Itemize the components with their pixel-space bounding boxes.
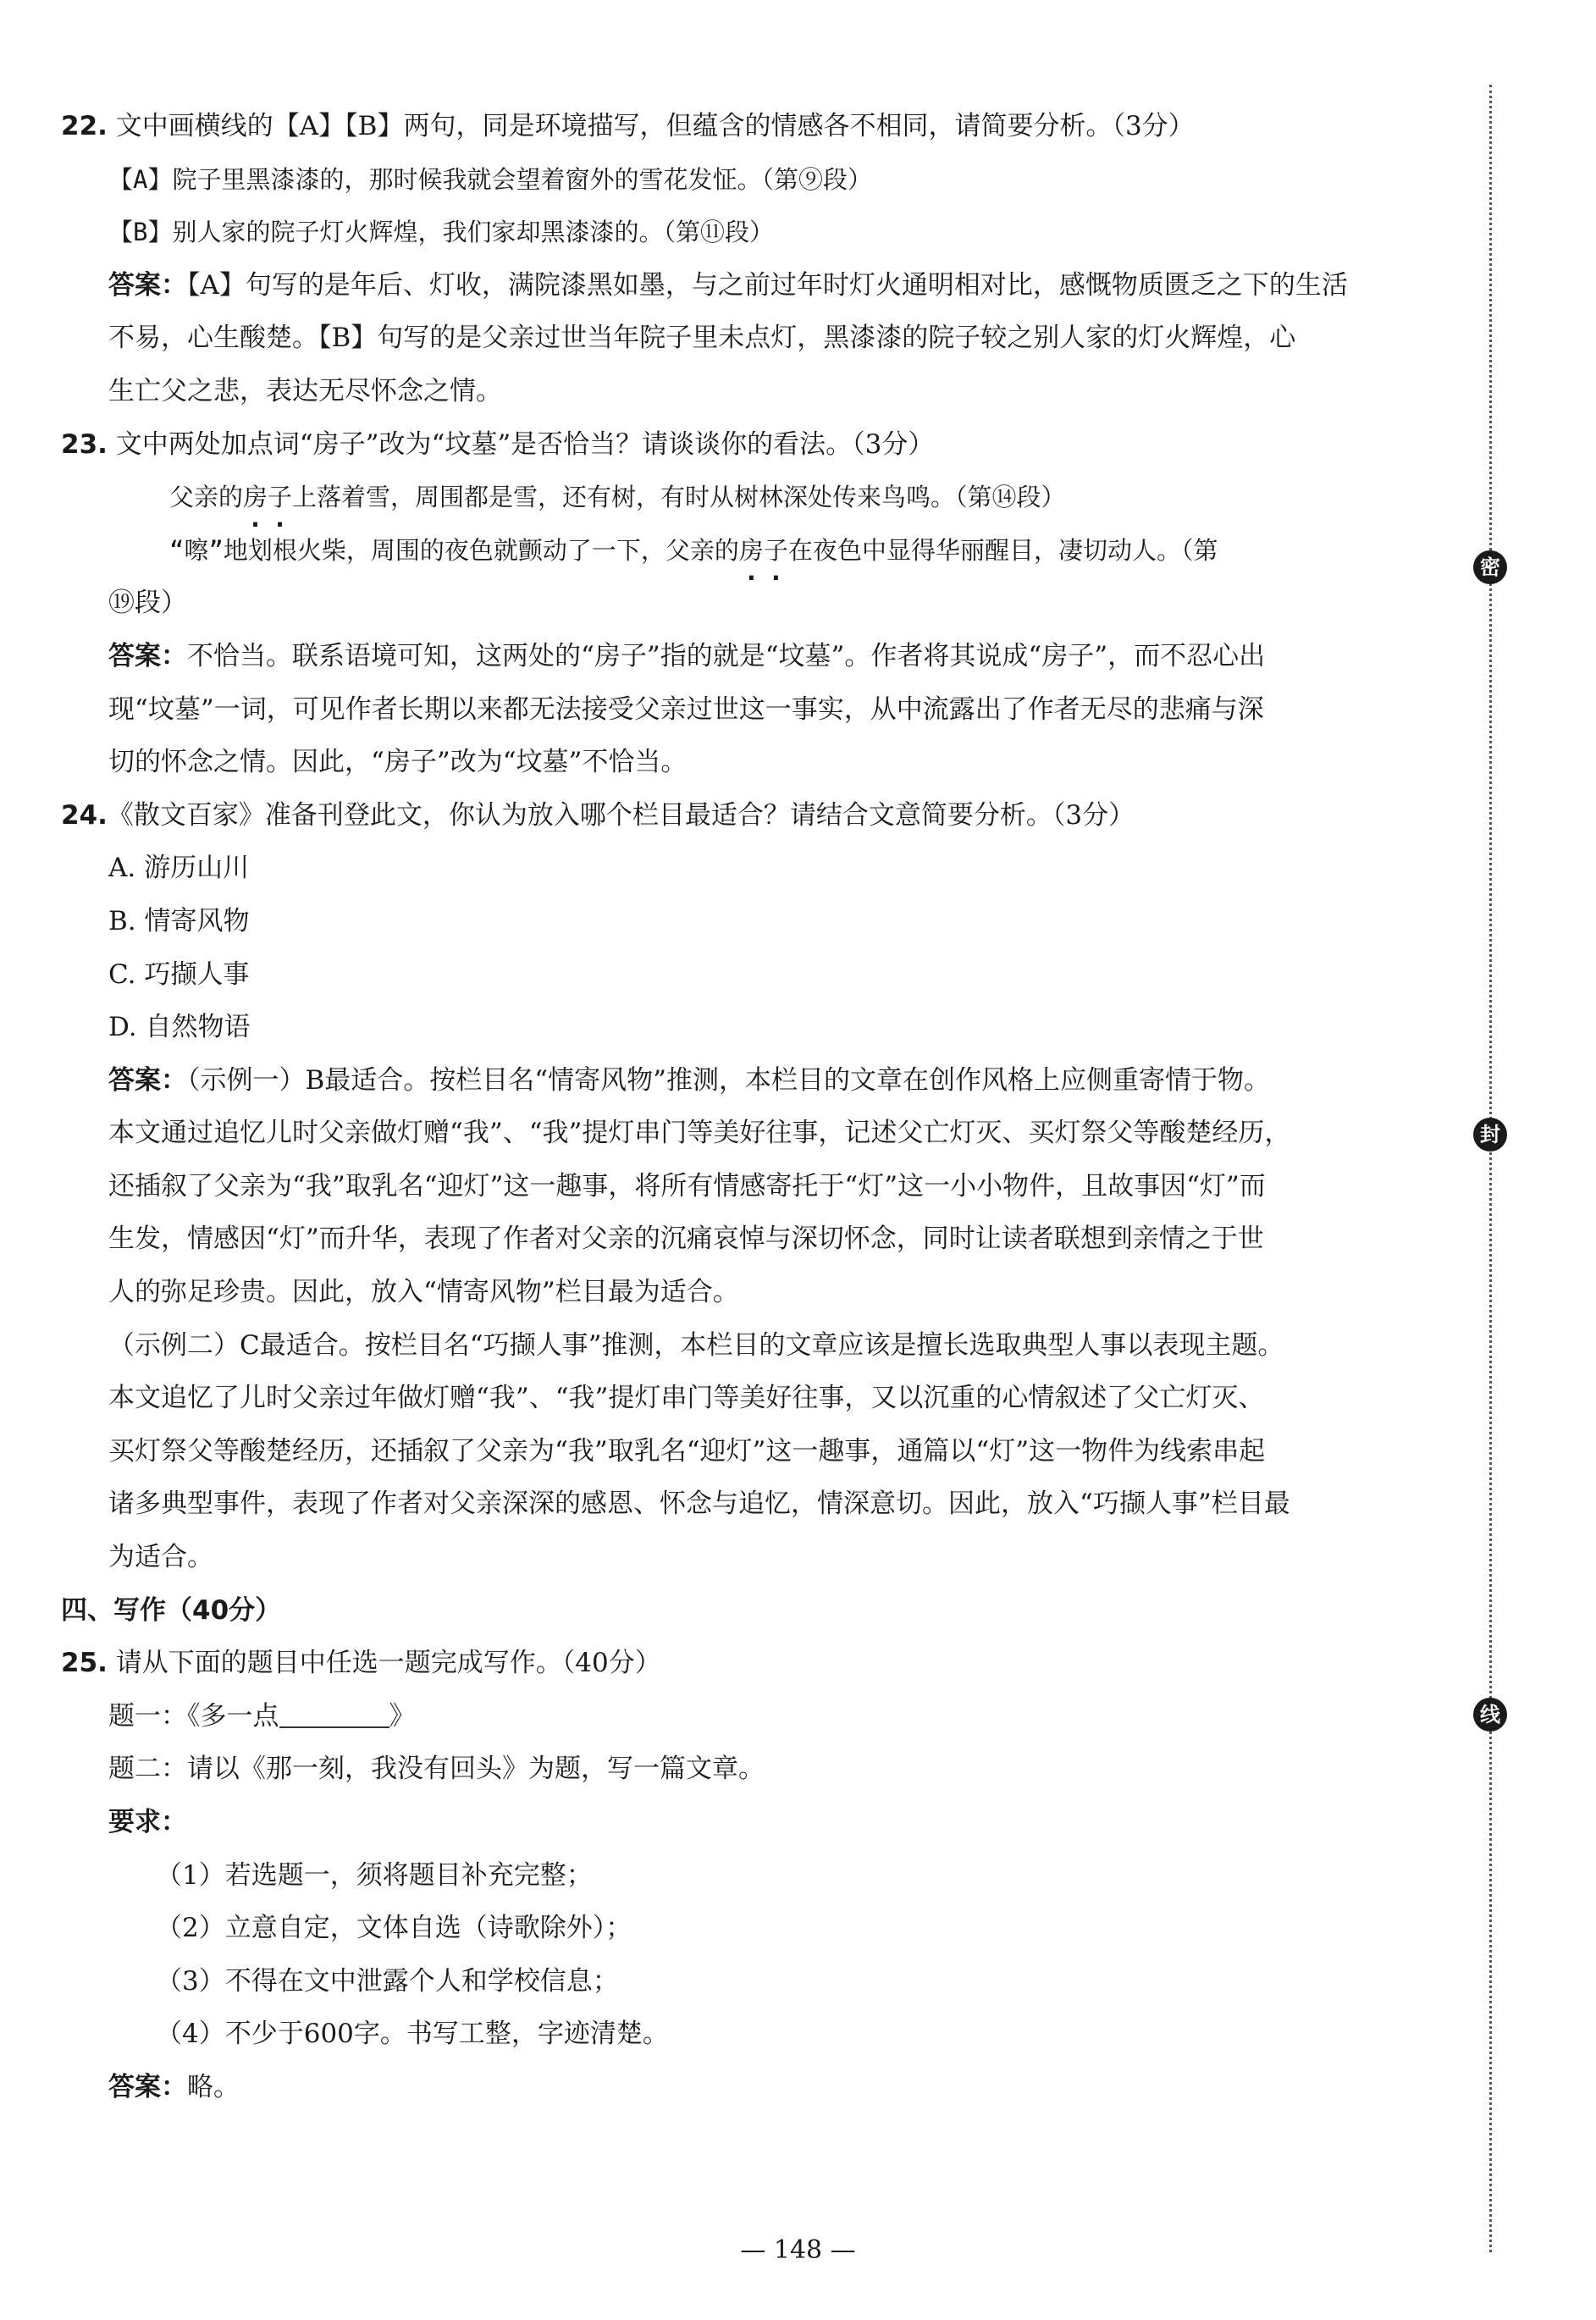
dotted-line	[1489, 85, 1492, 2252]
question-text: 文中画横线的【A】【B】两句，同是环境描写，但蕴含的情感各不相同，请简要分析。（3分）	[107, 111, 1195, 141]
answer-line: 诸多典型事件，表现了作者对父亲深深的感恩、怀念与追忆，情深意切。因此，放入“巧撷人事”栏目最	[108, 1489, 1290, 1520]
option-d: D. 自然物语	[108, 1012, 251, 1043]
question-23	[61, 418, 1420, 472]
answer-line: （示例二）C最适合。按栏目名“巧撷人事”推测，本栏目的文章应该是擅长选取典型人事以表现主题。	[108, 1329, 1284, 1361]
answer-line: 不易，心生酸楚。【B】句写的是父亲过世当年院子里未点灯，黑漆漆的院子较之别人家的灯火辉煌，心	[108, 323, 1296, 354]
page-number: — 148 —	[740, 2235, 856, 2265]
answer-label: 答案：	[108, 640, 187, 671]
quote-text: 在夜色中显得华丽醒目，凄切动人。（第	[787, 535, 1218, 565]
topic-text: 题一：《多一点	[108, 1700, 279, 1732]
quote-text: “嚓”地划根火柴，周围的夜色就颤动了一下，父亲的	[169, 535, 739, 565]
question-text: 《散文百家》准备刊登此文，你认为放入哪个栏目最适合？请结合文意简要分析。（3分）	[107, 799, 1135, 831]
answer-line: 现“坟墓”一词，可见作者长期以来都无法接受父亲过世这一事实，从中流露出了作者无尽的悲痛与深	[108, 693, 1264, 725]
question-number: 25.	[61, 1648, 108, 1679]
topic-text: 》	[389, 1700, 416, 1732]
answer-line: 人的弥足珍贵。因此，放入“情寄风物”栏目最为适合。	[108, 1277, 739, 1308]
topic-2: 题二：请以《那一刻，我没有回头》为题，写一篇文章。	[108, 1754, 765, 1785]
seal-mark: 线	[1473, 1698, 1507, 1732]
answer-line	[61, 1054, 1420, 1108]
question-text: 文中两处加点词“房子”改为“坟墓”是否恰当？请谈谈你的看法。（3分）	[107, 428, 935, 460]
option-b: B. 情寄风物	[108, 905, 250, 936]
fill-blank	[279, 1701, 389, 1728]
quote-continuation: ⑲段）	[108, 588, 187, 619]
answer-text: （示例一）B最适合。按栏目名“情寄风物”推测，本栏目的文章在创作风格上应侧重寄情于物。	[187, 1064, 1270, 1096]
requirement-item: （3）不得在文中泄露个人和学校信息；	[156, 1965, 619, 1997]
answer-line: 切的怀念之情。因此，“房子”改为“坟墓”不恰当。	[108, 747, 688, 778]
question-25	[61, 1637, 1420, 1690]
binding-line	[1473, 85, 1507, 2252]
quote-text: 上落着雪，周围都是雪，还有树，有时从树林深处传来鸟鸣。（第⑭段）	[292, 483, 1066, 512]
answer-label: 答案：	[108, 269, 187, 301]
answer-label: 答案：	[108, 2071, 187, 2102]
answer-line: 本文通过追忆儿时父亲做灯赠“我”、“我”提灯串门等美好往事，记述父亡灯灭、买灯祭父等酸楚经历，	[108, 1118, 1291, 1149]
option-a: A. 游历山川	[108, 853, 250, 884]
quote-a: 【A】院子里黑漆漆的，那时候我就会望着窗外的雪花发怔。（第⑨段）	[108, 164, 872, 194]
quote-b: 【B】别人家的院子灯火辉煌，我们家却黑漆漆的。（第⑪段）	[108, 218, 774, 247]
requirement-item: （2）立意自定，文体自选（诗歌除外）；	[156, 1913, 632, 1944]
requirement-item: （4）不少于600字。书写工整，字迹清楚。	[156, 2019, 669, 2050]
question-text: 请从下面的题目中任选一题完成写作。（40分）	[107, 1648, 661, 1679]
question-number: 22.	[61, 111, 108, 141]
emphasis-dot-char: 子	[763, 535, 788, 565]
answer-line: 生发，情感因“灯”而升华，表现了作者对父亲的沉痛哀悼与深切怀念，同时让读者联想到亲情之于世	[108, 1224, 1264, 1255]
seal-mark: 密	[1473, 550, 1507, 584]
emphasis-dot-char: 房	[243, 483, 268, 512]
question-number: 23.	[61, 428, 108, 460]
section-heading: 四、写作（40分）	[61, 1594, 282, 1626]
emphasis-dot-char: 子	[268, 483, 293, 512]
question-number: 24.	[61, 799, 108, 831]
option-c: C. 巧撷人事	[108, 958, 250, 990]
answer-line	[61, 2061, 1420, 2114]
answer-label: 答案：	[108, 1064, 187, 1096]
requirements-label: 要求：	[108, 1807, 187, 1837]
requirement-item: （1）若选题一，须将题目补充完整；	[156, 1859, 593, 1891]
document-body	[61, 100, 1420, 2114]
answer-line: 买灯祭父等酸楚经历，还插叙了父亲为“我”取乳名“迎灯”这一趣事，通篇以“灯”这一物件为线索串起	[108, 1435, 1266, 1467]
answer-line: 还插叙了父亲为“我”取乳名“迎灯”这一趣事，将所有情感寄托于“灯”这一小小物件，且故事因“灯”而	[108, 1170, 1266, 1201]
answer-text: 略。	[187, 2071, 240, 2102]
question-24	[61, 789, 1420, 842]
question-22	[61, 100, 1420, 153]
seal-mark: 封	[1473, 1118, 1507, 1152]
answer-text: 【A】句写的是年后、灯收，满院漆黑如墨，与之前过年时灯火通明相对比，感慨物质匮乏之下的生活	[187, 269, 1348, 301]
quote-text: 父亲的	[169, 483, 244, 512]
answer-text: 不恰当。联系语境可知，这两处的“房子”指的就是“坟墓”。作者将其说成“房子”，而不忍心出	[187, 640, 1266, 671]
topic-1	[61, 1690, 1420, 1743]
answer-line	[61, 259, 1420, 312]
answer-line: 生亡父之悲，表达无尽怀念之情。	[108, 375, 502, 406]
answer-line: 本文追忆了儿时父亲过年做灯赠“我”、“我”提灯串门等美好往事，又以沉重的心情叙述了父亡灯灭、	[108, 1383, 1265, 1414]
quote-1	[61, 471, 1420, 524]
emphasis-dot-char: 房	[738, 535, 764, 565]
answer-line	[61, 630, 1420, 683]
answer-line: 为适合。	[108, 1542, 213, 1573]
